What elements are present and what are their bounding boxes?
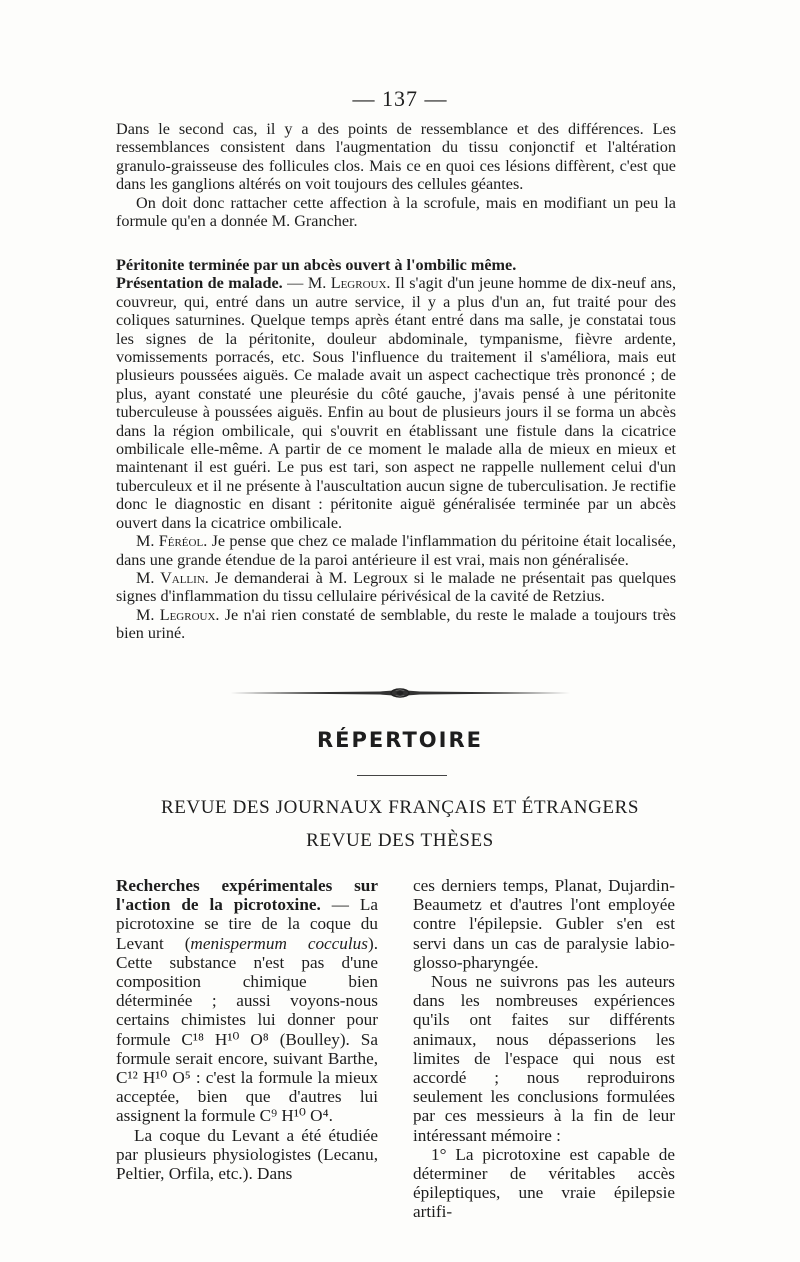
article-heading: Recherches expérimentales sur l'action de la picrotoxine. — [116, 876, 378, 915]
paragraph-physiologists: La coque du Levant a été étudiée par plusieurs physiologistes (Lecanu, Peltier, Orfila, etc.). Dans — [116, 1125, 378, 1184]
comment-vallin — [116, 569, 676, 606]
intro-text-a: — La picrotoxine se tire de la coque du Levant ( — [116, 895, 378, 953]
reply-legroux-text: Je n'ai rien constaté de semblable, du reste le malade a toujours très bien uriné. — [116, 605, 676, 643]
paragraph-experiments: Nous ne suivrons pas les auteurs dans les nombreuses expériences qu'ils ont faites sur différents animaux, nous dépasserions les limites de l'espace qui nous est accordé ; nous reproduirons seulement les conclusions formulées par ces messieurs à la fin de leur intéressant mémoire : — [413, 972, 675, 1145]
case-subtitle: Présentation de malade. — [116, 274, 283, 293]
case-title: Péritonite terminée par un abcès ouvert à l'ombilic même. — [116, 256, 517, 274]
intro-text-b: ). Cette substance n'est pas d'une composition chimique bien déterminée ; aussi voyons-nous certains chimistes lui donner pour formule C¹⁸ H¹⁰ O⁸ (Boulley). Sa formule serait encore, suivant Barthe, C¹² H¹⁰ O⁵ : c'est la formule la mieux acceptée, bien que d'autres lui assignent la formule C⁹ H¹⁰ O⁴. — [116, 933, 378, 1126]
left-column — [116, 876, 378, 1183]
right-column — [413, 876, 675, 1222]
case-report — [116, 256, 676, 643]
speaker-fereol: M. Féréol. — [136, 532, 208, 551]
paragraph-scrofula-conclusion: On doit donc rattacher cette affection à la scrofule, mais en modifiant un peu la formule qu'en a donnée M. Grancher. — [116, 193, 676, 231]
speaker-legroux: M. Legroux. — [307, 274, 391, 293]
speaker-vallin: M. Vallin. — [136, 568, 209, 587]
picrotoxine-intro — [116, 876, 378, 1126]
speaker-legroux-reply: M. Legroux. — [136, 605, 220, 624]
paragraph-epilepsy-use: ces derniers temps, Planat, Dujardin-Beaumetz et d'autres l'ont employée contre l'épilepsie. Gubler s'en est servi dans un cas de paralysie labio-glosso-pharyngée. — [413, 876, 675, 972]
subtitle-theses: REVUE DES THÈSES — [306, 830, 494, 851]
paragraph-lymph-node-comparison: Dans le second cas, il y a des points de ressemblance et des différences. Les ressemblances consistent dans l'augmentation du tissu conjonctif et l'altération granulo-graisseuse des follicules clos. Mais ce en quoi ces lésions diffèrent, c'est que dans les ganglions altérés on voit toujours des cellules géantes. — [116, 120, 676, 194]
opening-paragraphs — [116, 120, 676, 230]
comment-vallin-text: Je demanderai à M. Legroux si le malade ne présentait pas quelques signes d'inflammation du tissu cellulaire périvésical de la cavité de Retzius. — [116, 568, 676, 606]
title-rule — [357, 775, 447, 776]
case-text-legroux: Il s'agit d'un jeune homme de dix-neuf ans, couvreur, qui, entré dans un autre service, il y a plus d'un an, fut traité pour des coliques saturnines. Quelque temps après étant entré dans ma salle, je constatai tous les signes de la péritonite, douleur abdominale, tympanisme, fièvre ardente, vomissements porracés, etc. Sous l'influence du traitement il s'améliora, mais eut plusieurs poussées aiguës. Ce malade avait un aspect cachectique très prononcé ; de plus, ayant constaté une pleurésie du côté gauche, j'avais pensé à une péritonite tuberculeuse à poussées aiguës. Enfin au bout de plusieurs jours il se forma un abcès dans la région ombilicale, qui s'ouvrit en établissant une fistule dans la cicatrice ombilicale elle-même. A partir de ce moment le malade alla de mieux en mieux et maintenant il est guéri. Le pus est tari, son aspect ne rappelle nullement celui d'un tuberculeux et il ne présente à l'auscultation aucun signe de tuberculisation. Je rectifie donc le diagnostic en disant : péritonite aiguë généralisée terminée par un abcès ouvert dans la cicatrice ombilicale. — [116, 274, 676, 532]
page-number: — 137 — — [352, 86, 448, 111]
ornamental-divider — [230, 688, 570, 698]
paragraph-conclusion-1: 1° La picrotoxine est capable de déterminer de véritables accès épileptiques, une vraie épilepsie artifi- — [413, 1144, 675, 1222]
reply-legroux — [116, 606, 676, 643]
species-name: menispermum cocculus — [190, 933, 368, 953]
subtitle-journals: REVUE DES JOURNAUX FRANÇAIS ET ÉTRANGERS — [160, 797, 640, 818]
section-title: RÉPERTOIRE — [317, 728, 483, 752]
case-heading: Péritonite terminée par un abcès ouvert à l'ombilic même. Présentation de malade. — M. Legroux. Il s'agit d'un jeune homme de dix-neuf ans, couvreur, qui, entré dans un autre service, il y a plus d'un an, fut traité pour des coliques saturnines. Quelque temps après étant entré dans ma salle, je constatai tous les signes de la péritonite, douleur abdominale, tympanisme, fièvre ardente, vomissements porracés, etc. Sous l'influence du traitement il s'améliora, mais eut plusieurs poussées aiguës. Ce malade avait un aspect cachectique très prononcé ; de plus, ayant constaté une pleurésie du côté gauche, j'avais pensé à une péritonite tuberculeuse à poussées aiguës. Enfin au bout de plusieurs jours il se forma un abcès dans la région ombilicale, qui s'ouvrit en établissant une fistule dans la cicatrice ombilicale elle-même. A partir de ce moment le malade alla de mieux en mieux et maintenant il est guéri. Le pus est tari, son aspect ne rappelle nullement celui d'un tuberculeux et il ne présente à l'auscultation aucun signe de tuberculisation. Je rectifie donc le diagnostic en disant : péritonite aiguë généralisée terminée par un abcès ouvert dans la cicatrice ombilicale. — [116, 256, 676, 532]
comment-fereol — [116, 532, 676, 569]
comment-fereol-text: Je pense que chez ce malade l'inflammation du péritoine était localisée, dans une grande étendue de la paroi antérieure il est vrai, mais non généralisée. — [116, 532, 676, 569]
